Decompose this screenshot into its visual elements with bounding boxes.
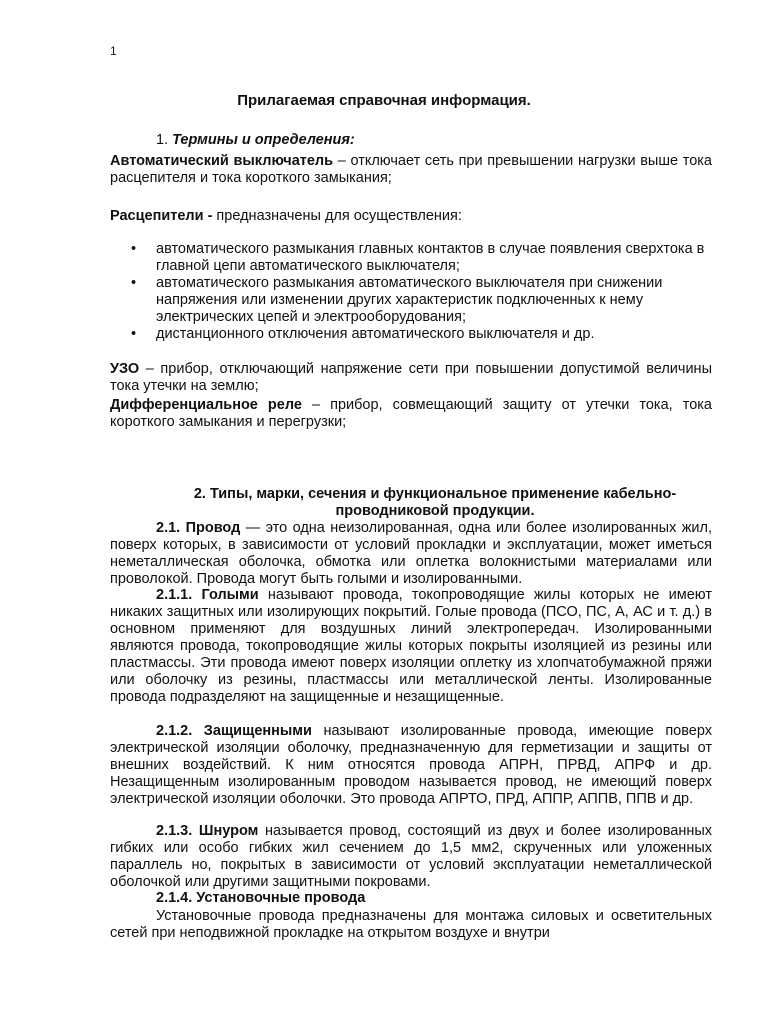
term-wire: Провод [185, 520, 241, 536]
paragraph-2-1-4: Установочные провода предназначены для монтажа силовых и осветительных сетей при неподвижной прокладке на открытом воздухе и внутри [110, 908, 712, 941]
paragraph-2-1-1: 2.1.1. Голыми называют провода, токопроводящие жилы которых не имеют никаких защитных или изолирующих покрытий. Голые провода (ПСО, ПС, А, АС и т. д.) в основном применяют для воздушных линий электропередач. Изолированными являются провода, токопроводящие жилы которых покрыты изоляцией из резины или пластмассы. Эти провода имеют поверх изоляции оплетку из хлопчатобумажной пряжи или оболочку из резины, пластмассы или металлической ленты. Изолированные провода подразделяют на защищенные и незащищенные. [110, 587, 712, 705]
releases-bullet-list [110, 241, 712, 343]
definition-rcd: – прибор, отключающий напряжение сети при повышении допустимой величины тока утечки на землю; [110, 361, 712, 394]
section1-heading [110, 132, 712, 149]
bullet-icon: • [131, 326, 137, 342]
paragraph-2-1: 2.1. Провод — это одна неизолированная, одна или более изолированных жил, поверх которых, в зависимости от условий прокладки и эксплуатации, может иметься неметаллическая оболочка, обмотка или оплетка волокнистыми материалами или проволокой. Провода могут быть голыми и изолированными. [110, 520, 712, 587]
definition-releases: предназначены для осуществления: [212, 208, 462, 224]
num-2-1-1: 2.1.1. [156, 587, 193, 603]
list-item: • дистанционного отключения автоматического выключателя и др. [131, 326, 595, 342]
page-title: Прилагаемая справочная информация. [237, 92, 531, 109]
paragraph-2-1-2: 2.1.2. Защищенными называют изолированные провода, имеющие поверх электрической изоляции оболочку, предназначенную для герметизации и защиты от внешних воздействий. К ним относятся провода АПРН, ПРВД, АПРФ и др. Незащищенным изолированным проводом называется провод, не имеющий поверх электрической изоляции оболочки. Это провода АПРТО, ПРД, АППР, АППВ, ППВ и др. [110, 723, 712, 807]
num-2-1: 2.1. [156, 520, 181, 536]
num-2-1-2: 2.1.2. [156, 723, 193, 739]
paragraph-releases [110, 208, 712, 225]
term-protected: Защищенными [203, 723, 312, 739]
section1-heading-text: Термины и определения: [172, 132, 355, 148]
definition-circuit-breaker: – отключает сеть при превышении нагрузки выше тока расцепителя и тока короткого замыкания; [110, 153, 712, 186]
definition-differential-relay: – прибор, совмещающий защиту от утечки тока, тока короткого замыкания и перегрузки; [110, 397, 712, 430]
bullet-icon: • [131, 241, 137, 257]
paragraph-differential-relay [110, 397, 712, 431]
paragraph-2-1-3: 2.1.3. Шнуром называется провод, состоящий из двух и более изолированных гибких или особо гибких жил сечением до 1,5 мм2, скрученных или уложенных параллель но, покрытых в зависимости от условий эксплуатации неметаллической оболочкой или другими защитными покровами. [110, 823, 713, 890]
paragraph-rcd [110, 361, 712, 395]
page-number: 1 [110, 44, 117, 58]
heading-2-1-4: 2.1.4. Установочные провода [156, 890, 366, 906]
paragraph-circuit-breaker [110, 153, 712, 187]
section1-number: 1. [156, 132, 169, 148]
bullet-icon: • [131, 275, 137, 291]
term-differential-relay: Дифференциальное реле [110, 397, 302, 413]
list-item: • автоматического размыкания автоматического выключателя при снижении напряжения или изменении других характеристик подключенных к нему электрических цепей и электрооборудования; [131, 275, 663, 325]
term-rcd: УЗО [110, 361, 140, 377]
term-releases: Расцепители - [110, 208, 213, 224]
list-item: • автоматического размыкания главных контактов в случае появления сверхтока в главной цепи автоматического выключателя; [131, 241, 705, 274]
term-cord: Шнуром [198, 823, 259, 839]
num-2-1-3: 2.1.3. [156, 823, 193, 839]
term-bare: Голыми [201, 587, 259, 603]
section2-heading: 2. Типы, марки, сечения и функциональное применение кабельно-проводниковой продукции. [193, 486, 677, 519]
term-circuit-breaker: Автоматический выключатель [110, 153, 334, 169]
